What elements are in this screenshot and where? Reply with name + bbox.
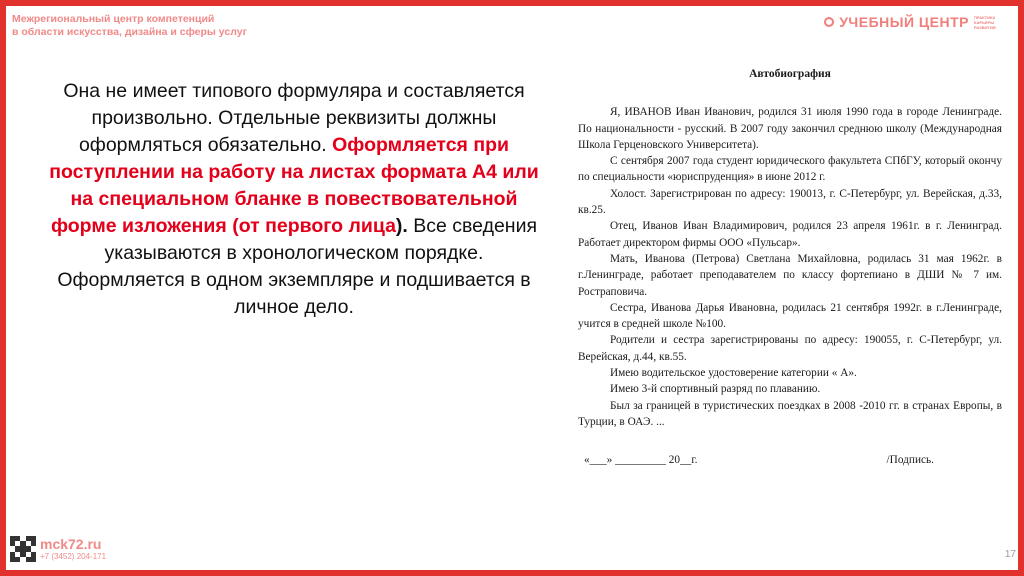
autobiography-document [578,66,1002,469]
doc-paragraph: Сестра, Иванова Дарья Ивановна, родилась 21 сентября 1992г. в г.Ленинграде, учится в средней школе №100. [578,301,1002,331]
doc-paragraph: Имею 3-й спортивный разряд по плаванию. [610,383,821,396]
doc-paragraph: Холост. Зарегистрирован по адресу: 190013, г. С-Петербург, ул. Верейская, д.33, кв.25. [578,187,1002,217]
qr-code-icon [10,536,36,562]
doc-paragraph: Я, ИВАНОВ Иван Иванович, родился 31 июля 1990 года в городе Ленинграде. По национальности - русский. В 2007 году закончил среднюю школу (Международная Школа Герценовского Университета). [578,106,1002,151]
phone-number: +7 (3452) 204-171 [40,551,107,561]
training-center-logo [824,14,1000,30]
doc-paragraph: Отец, Иванов Иван Владимирович, родился 23 апреля 1961г. в г. Ленинград. Работает директором фирмы ООО «Пульсар». [578,220,1002,249]
logo-name: УЧЕБНЫЙ ЦЕНТР [839,14,969,30]
main-text-block [36,78,552,321]
main-paragraph-2: Оформляется в одном экземпляре и подшивается в личное дело. [57,269,531,318]
doc-paragraph: Имею водительское удостоверение категории « А». [610,367,857,380]
doc-paragraph: Родители и сестра зарегистрированы по адресу: 190055, г. С-Петербург, ул. Верейская, д.44, кв.55. [578,334,1002,363]
intro-text: Она не имеет типового формуляра и составляется произвольно. Отдельные реквизиты должны оформляться обязательно. [63,80,525,156]
page-number: 17 [1004,549,1016,560]
footer-contacts [40,537,106,562]
org-line-2: в области искусства, дизайна и сферы услуг [12,26,247,38]
logo-tagline: ПРАКТИКА КАРЬЕРЫ РАЗВИТИЯ [974,14,996,30]
signature-label: /Подпись. [886,454,934,467]
footer [10,536,106,562]
organization-name [12,13,247,39]
main-paragraph-1 [36,78,552,267]
doc-paragraph: Мать, Иванова (Петрова) Светлана Михайловна, родилась 31 мая 1962г. в г.Ленинграде, работает преподавателем по классу фортепиано в ДШИ № 7 им. Ростраповича. [578,252,1002,298]
close-paren: ). [395,215,408,237]
document-title: Автобиография [749,68,831,80]
org-line-1: Межрегиональный центр компетенций [12,13,215,25]
website-link[interactable]: mck72.ru [40,535,102,552]
highlight-text: Оформляется при поступлении на работу на листах формата А4 или на специальном бланке в повествовательной форме изложения (от первого лица [49,134,539,237]
logo-circle-icon [824,17,834,27]
rest-text: Все сведения указываются в хронологическом порядке. [104,215,538,264]
doc-paragraph: Был за границей в туристических поездках в 2008 -2010 гг. в странах Европы, в Турции, в ОАЭ. ... [578,399,1002,428]
doc-paragraph: С сентября 2007 года студент юридического факультета СПбГУ, который окончу по специальности «юриспруденция» в июне 2012 г. [578,155,1002,184]
date-line: «___» _________ 20__г. [584,454,698,467]
signature-line [578,452,1002,468]
